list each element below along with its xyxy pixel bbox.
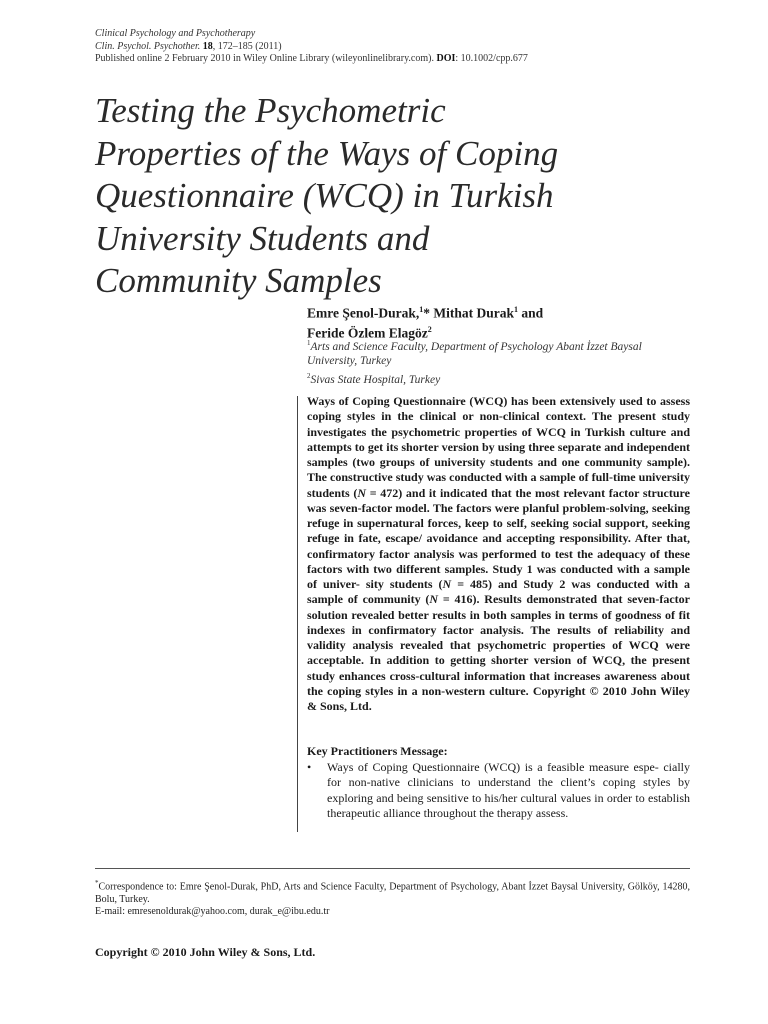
pages: , 172–185 (2011): [212, 40, 282, 52]
article-title: [95, 90, 715, 303]
footnote-divider: [95, 868, 690, 869]
bullet-icon: •: [307, 760, 312, 774]
affiliation: [307, 354, 642, 369]
author-name: Feride Özlem Elagöz: [307, 325, 428, 341]
doi-label: DOI: [436, 53, 456, 64]
key-message-text: Ways of Coping Questionnaire (WCQ) is a feasible measure espe- cially for non-native clinicians to understand the client’s coping styles by exploring and being sensitive to his/her cultural values in order to establish therapeutic alliance throughout the therapy assess.: [327, 760, 690, 820]
correspondence-text: Correspondence to: Emre Şenol-Durak, PhD, Arts and Science Faculty, Department of Psychology, Abant İzzet Baysal University, Gölköy, 14280, Bolu, Turkey.: [95, 881, 690, 905]
affiliation: [307, 369, 642, 387]
journal-name: Clinical Psychology and Psychotherapy: [95, 28, 256, 39]
title-line: Community Samples: [95, 261, 382, 300]
affiliation-text: University, Turkey: [307, 355, 392, 368]
affiliation-mark: 2: [427, 325, 432, 334]
affiliation-number: 2: [307, 371, 311, 380]
correspondence-email: E-mail: emresenoldurak@yahoo.com, durak_e@ibu.edu.tr: [95, 906, 330, 918]
affiliation: [307, 336, 642, 354]
abstract-text: = 472) and it indicated that the most relevant factor structure was seven-factor model. The factors were planful problem-solving, seeking refuge in supernatural forces, keep to self, seeking social support, seeking refuge in fate, escape/ avoidance and accepting responsibility. After that, confirmatory factor analysis was performed to test the adequacy of these factors with two different samples. Study 1 was conducted with a sample of univer- sity students (: [307, 485, 690, 591]
author-name: Mithat Durak: [430, 305, 515, 321]
volume: 18: [202, 40, 213, 52]
affiliation-mark: 1: [514, 305, 519, 314]
correspondence-line: [95, 877, 690, 906]
title-line: University Students and: [95, 218, 430, 258]
citation-abbr: Clin. Psychol. Psychother.: [95, 40, 201, 52]
author-line-1: [307, 302, 543, 322]
abstract-text: = 416). Results demonstrated that seven-factor solution revealed better results in both samples in terms of goodness of fit indexes in confirmatory factor analysis. The results of reliability and validity analysis revealed that psychometric properties of WCQ were acceptable. In addition to getting shorter version of WCQ, the present study enhances cross-cultural information that increases awareness about the coping styles in a non-western culture. Copyright © 2010 John Wiley & Sons, Ltd.: [307, 592, 690, 713]
abstract-text: Ways of Coping Questionnaire (WCQ) has been extensively used to assess coping styles in the clinical or non-clinical context. The present study investigates the psychometric properties of WCQ in Turkish culture and attempts to get its shorter version by using three separate and independent samples (two groups of university students and one community sample). The constructive study was conducted with a sample of full-time university students (: [307, 394, 690, 500]
published-online: Published online 2 February 2010 in Wiley Online Library (wileyonlinelibrary.com).: [95, 53, 437, 64]
key-message-item: [307, 760, 690, 821]
title-line: Properties of the Ways of Coping: [95, 133, 559, 173]
abstract: [307, 394, 690, 714]
title-line: Questionnaire (WCQ) in Turkish: [95, 176, 554, 215]
n-symbol: N: [357, 485, 367, 500]
corresponding-mark: *: [423, 305, 431, 321]
title-line: Testing the Psychometric: [95, 91, 446, 130]
affiliation-text: Arts and Science Faculty, Department of Psychology Abant İzzet Baysal: [310, 340, 642, 353]
abstract-side-rule: [297, 396, 298, 832]
citation-line: [95, 41, 528, 54]
abstract-text: = 485) and Study 2 was conducted with a sample of community (: [307, 577, 691, 607]
correspondence-footnote: [95, 877, 690, 919]
n-symbol: N: [429, 592, 439, 607]
affiliation-text: Sivas State Hospital, Turkey: [310, 373, 441, 386]
copyright-notice: Copyright © 2010 John Wiley & Sons, Ltd.: [95, 945, 316, 959]
key-message-heading: Key Practitioners Message:: [307, 744, 448, 758]
doi: : 10.1002/cpp.677: [455, 53, 528, 64]
author-name: Emre Şenol-Durak,: [307, 305, 420, 321]
n-symbol: N: [442, 577, 452, 591]
published-line: [95, 53, 528, 66]
corresponding-mark: *: [95, 879, 99, 887]
journal-header: [95, 28, 528, 66]
affiliation-number: 1: [307, 339, 311, 347]
affiliation-mark: 1: [419, 305, 424, 314]
affiliations: [307, 336, 642, 387]
author-conjunction: and: [518, 305, 544, 321]
